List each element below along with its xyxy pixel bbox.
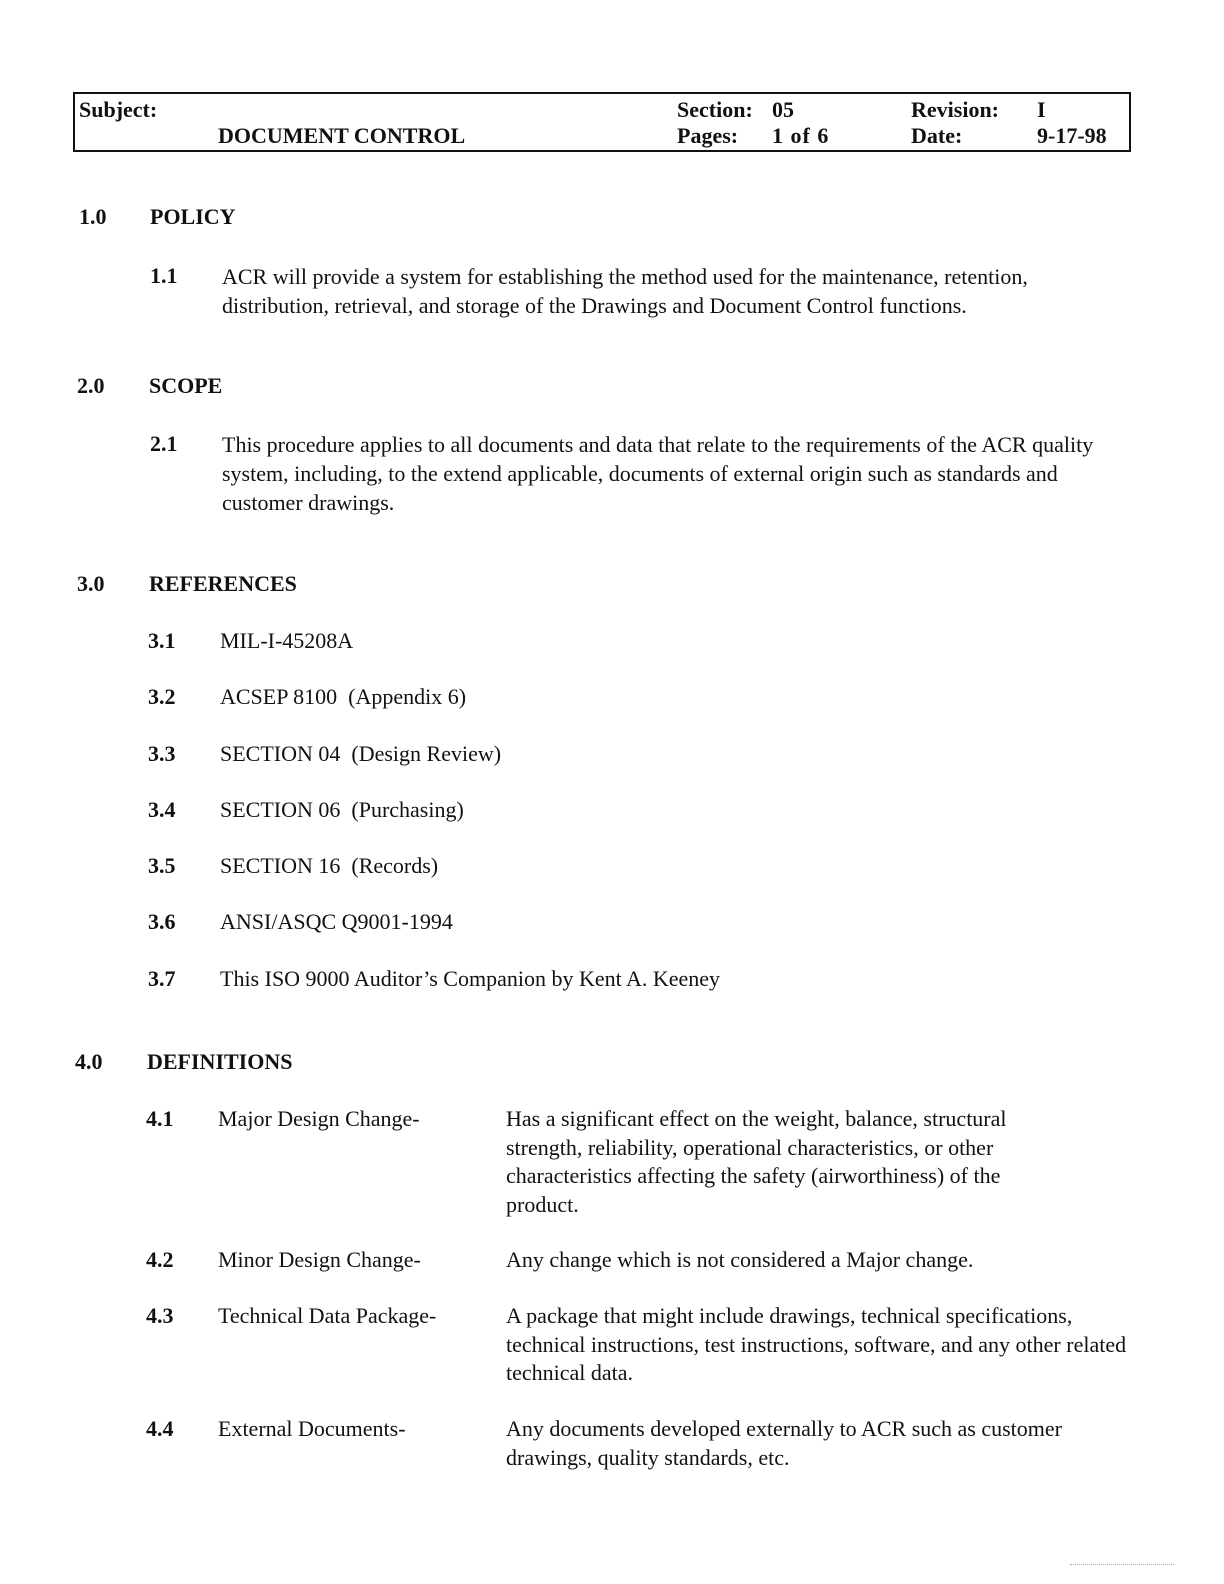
date-label: Date: [911,123,963,148]
scan-artifact [1070,1564,1174,1565]
subject-value: DOCUMENT CONTROL [218,123,466,148]
reference-text: ACSEP 8100 (Appendix 6) [220,684,467,709]
definition-term: Minor Design Change- [218,1247,421,1272]
item-number: 1.1 [150,263,178,288]
paragraph: ACR will provide a system for establishing the method used for the maintenance, retention, distribution, retrieval, and storage of the Drawings and Document Control functions. [222,264,1028,318]
definition-term: Major Design Change- [218,1106,420,1131]
paragraph: This procedure applies to all documents and data that relate to the requirements of the ACR quality system, including, to the extend applicable, documents of external origin such as standards and customer drawings. [222,432,1094,515]
reference-text: SECTION 06 (Purchasing) [220,797,464,822]
document-header [73,92,1131,152]
section-number: 2.0 [77,373,105,398]
reference-text: ANSI/ASQC Q9001-1994 [220,909,453,934]
item-number: 2.1 [150,431,178,456]
reference-text: MIL-I-45208A [220,628,354,653]
section-heading: DEFINITIONS [147,1049,293,1074]
section-heading: POLICY [150,204,236,229]
revision-label: Revision: [911,97,999,122]
item-number: 4.3 [146,1303,174,1328]
definition-text: Has a significant effect on the weight, balance, structural strength, reliability, operational characteristics, or other characteristics affecting the safety (airworthiness) of the product. [506,1106,1007,1217]
definition-term: Technical Data Package- [218,1303,437,1328]
item-number: 3.5 [148,853,176,878]
pages-value: 1 of 6 [772,123,830,148]
subject-label: Subject: [79,97,158,122]
definition-text: A package that might include drawings, technical specifications, technical instructions, test instructions, software, and any other related technical data. [506,1303,1127,1385]
section-label: Section: [677,97,753,122]
definition-text: Any documents developed externally to ACR such as customer drawings, quality standards, etc. [506,1416,1062,1470]
item-number: 3.4 [148,797,176,822]
pages-label: Pages: [677,123,739,148]
item-number: 3.7 [148,966,176,991]
definition-text: Any change which is not considered a Major change. [506,1247,974,1272]
section-heading: SCOPE [149,373,223,398]
item-number: 4.2 [146,1247,174,1272]
section-heading: REFERENCES [149,571,297,596]
item-number: 3.2 [148,684,176,709]
revision-value: I [1037,97,1046,122]
section-number: 4.0 [75,1049,103,1074]
item-number: 4.1 [146,1106,174,1131]
item-number: 3.1 [148,628,176,653]
reference-text: This ISO 9000 Auditor’s Companion by Kent A. Keeney [220,966,721,991]
section-number: 1.0 [79,204,107,229]
reference-text: SECTION 04 (Design Review) [220,741,502,766]
date-value: 9-17-98 [1037,123,1107,148]
item-number: 4.4 [146,1416,174,1441]
section-value: 05 [772,97,794,122]
item-number: 3.6 [148,909,176,934]
item-number: 3.3 [148,741,176,766]
section-number: 3.0 [77,571,105,596]
definition-term: External Documents- [218,1416,406,1441]
reference-text: SECTION 16 (Records) [220,853,439,878]
